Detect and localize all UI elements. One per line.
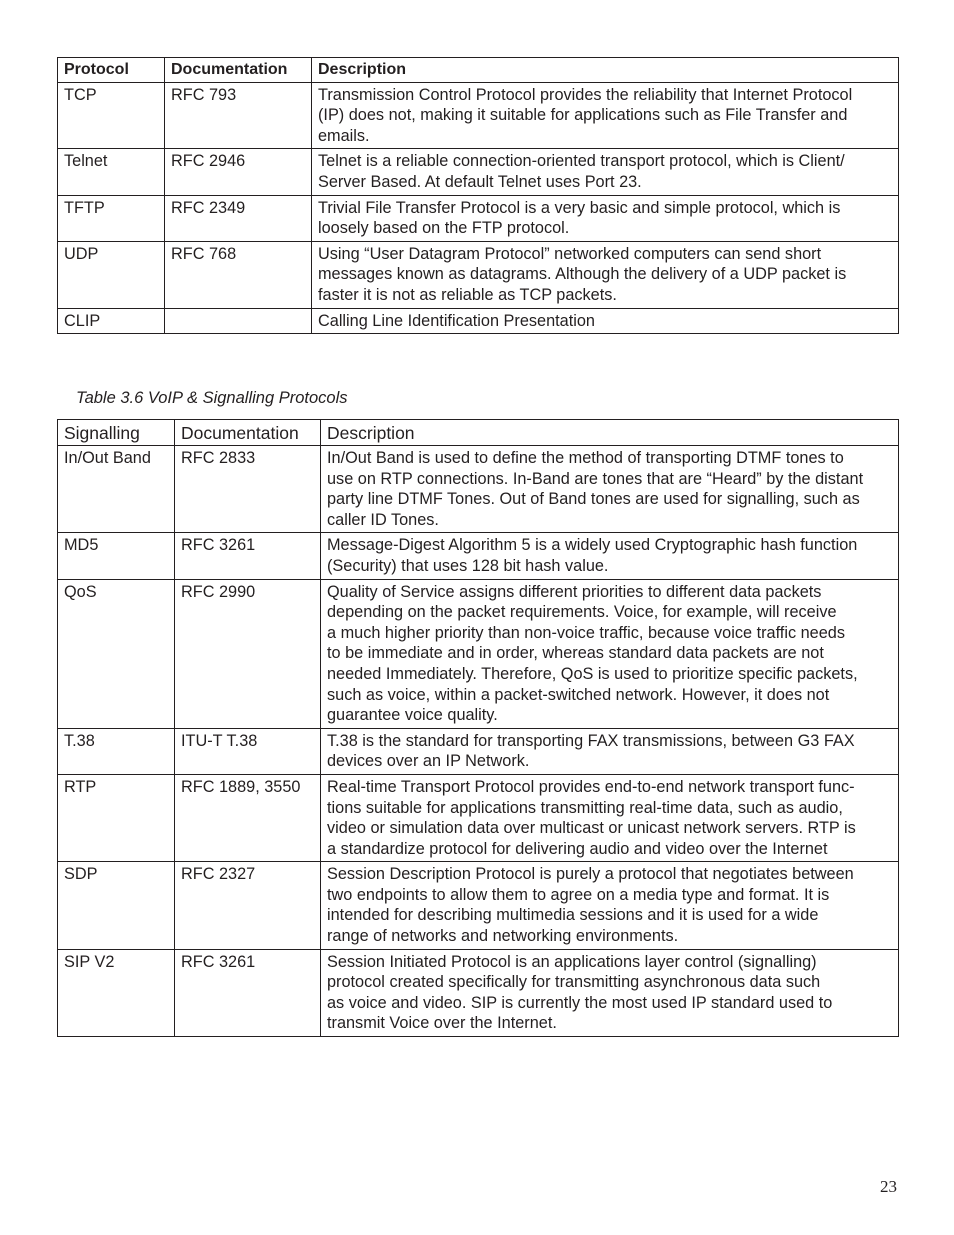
protocol-cell: TFTP (58, 195, 165, 241)
protocol-cell: T.38 (58, 728, 175, 774)
documentation-cell (165, 308, 312, 334)
description-cell: Telnet is a reliable connection-oriented transport protocol, which is Client/ Server Based. At default Telnet uses Port 23. (312, 149, 899, 195)
protocol-cell: SDP (58, 862, 175, 949)
signalling-protocols-table (57, 419, 899, 1037)
protocol-cell: SIP V2 (58, 949, 175, 1036)
documentation-cell: RFC 768 (165, 241, 312, 308)
protocol-cell: CLIP (58, 308, 165, 334)
table-row (58, 949, 899, 1036)
protocol-cell: UDP (58, 241, 165, 308)
documentation-cell: RFC 2946 (165, 149, 312, 195)
protocol-cell: Telnet (58, 149, 165, 195)
header-documentation: Documentation (165, 58, 312, 83)
table-row (58, 149, 899, 195)
description-cell: Session Description Protocol is purely a protocol that negotiates between two endpoints to allow them to agree on a media type and format. It is intended for describing multimedia sessions and it is used for a wide range of networks and networking environments. (321, 862, 899, 949)
description-cell: Transmission Control Protocol provides the reliability that Internet Protocol (IP) does not, making it suitable for applications such as File Transfer and emails. (312, 82, 899, 149)
table-row (58, 446, 899, 533)
protocol-cell: RTP (58, 774, 175, 861)
header-documentation: Documentation (175, 420, 321, 446)
table-row (58, 728, 899, 774)
description-cell: In/Out Band is used to define the method of transporting DTMF tones to use on RTP connections. In-Band are tones that are “Heard” by the distant party line DTMF Tones. Out of Band tones are used for signalling, such as caller ID Tones. (321, 446, 899, 533)
documentation-cell: RFC 3261 (175, 949, 321, 1036)
documentation-cell: RFC 793 (165, 82, 312, 149)
table-header-row (58, 58, 899, 83)
description-cell: Trivial File Transfer Protocol is a very basic and simple protocol, which is loosely based on the FTP protocol. (312, 195, 899, 241)
documentation-cell: RFC 2833 (175, 446, 321, 533)
description-cell: Quality of Service assigns different priorities to different data packets depending on the packet requirements. Voice, for example, will receive a much higher priority than non-voice traffic, because voice traffic needs to be immediate and in order, whereas standard data packets are not needed Immediately. Therefore, QoS is used to prioritize specific packets, such as voice, within a packet-switched network. However, it does not guarantee voice quality. (321, 579, 899, 728)
header-signalling: Signalling (58, 420, 175, 446)
header-protocol: Protocol (58, 58, 165, 83)
table-row (58, 774, 899, 861)
description-cell: Message-Digest Algorithm 5 is a widely used Cryptographic hash function (Security) that uses 128 bit hash value. (321, 533, 899, 579)
table-row (58, 862, 899, 949)
description-cell: Using “User Datagram Protocol” networked computers can send short messages known as datagrams. Although the delivery of a UDP packet is faster it is not as reliable as TCP packets. (312, 241, 899, 308)
protocol-cell: MD5 (58, 533, 175, 579)
description-cell: Session Initiated Protocol is an applications layer control (signalling) protocol created specifically for transmitting asynchronous data such as voice and video. SIP is currently the most used IP standard used to transmit Voice over the Internet. (321, 949, 899, 1036)
description-cell: T.38 is the standard for transporting FAX transmissions, between G3 FAX devices over an IP Network. (321, 728, 899, 774)
table-row (58, 241, 899, 308)
description-cell: Real-time Transport Protocol provides end-to-end network transport func- tions suitable for applications transmitting real-time data, such as audio, video or simulation data over multicast or unicast network servers. RTP is a standardize protocol for delivering audio and video over the Internet (321, 774, 899, 861)
table-row (58, 82, 899, 149)
table-row (58, 195, 899, 241)
table-row (58, 579, 899, 728)
page-number: 23 (880, 1177, 897, 1196)
table-caption: Table 3.6 VoIP & Signalling Protocols (76, 389, 348, 407)
documentation-cell: RFC 2990 (175, 579, 321, 728)
documentation-cell: RFC 1889, 3550 (175, 774, 321, 861)
table-row (58, 308, 899, 334)
header-description: Description (312, 58, 899, 83)
table-row (58, 533, 899, 579)
description-cell: Calling Line Identification Presentation (312, 308, 899, 334)
protocol-cell: In/Out Band (58, 446, 175, 533)
documentation-cell: RFC 2349 (165, 195, 312, 241)
table-header-row (58, 420, 899, 446)
protocol-cell: QoS (58, 579, 175, 728)
documentation-cell: RFC 3261 (175, 533, 321, 579)
header-description: Description (321, 420, 899, 446)
protocols-table (57, 57, 899, 334)
protocol-cell: TCP (58, 82, 165, 149)
documentation-cell: RFC 2327 (175, 862, 321, 949)
documentation-cell: ITU-T T.38 (175, 728, 321, 774)
